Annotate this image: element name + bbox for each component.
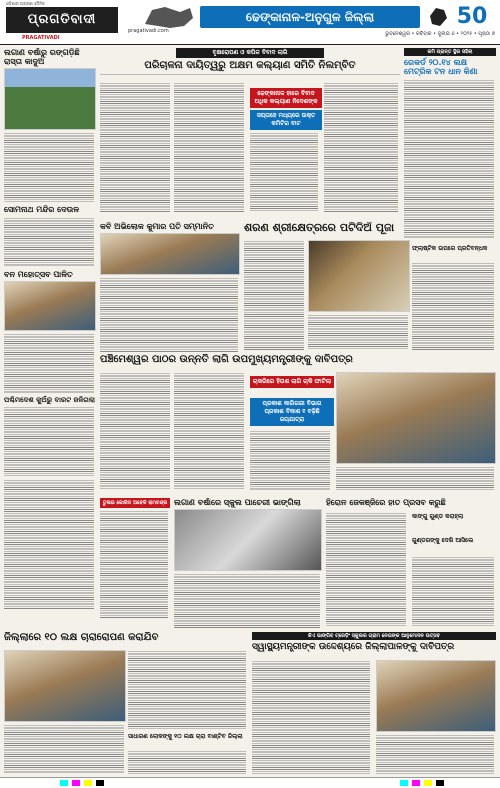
story8-headline[interactable]: ଫ୍ଲାଷ୍ଟିକ ଉପରେ ପ୍ରତିବନ୍ଧକ xyxy=(412,245,488,252)
yellow-swatch-right xyxy=(424,780,432,786)
memorandum-photo xyxy=(336,372,496,464)
magenta-swatch xyxy=(72,780,80,786)
story4-headline[interactable]: କବି ଅଭିଲୋକ କୁମାର ପତି ସମ୍ମାନିତ xyxy=(100,222,214,231)
kabi-story xyxy=(100,222,240,352)
health-memorandum-photo xyxy=(376,660,496,732)
cyan-swatch xyxy=(60,780,68,786)
top-center-story xyxy=(100,48,400,218)
story11-side-body xyxy=(100,510,168,618)
story13-headline[interactable]: କାଙ୍ଗୁ ଗୁଣ୍ଡ କରାହ୍ଲା xyxy=(412,513,464,520)
story16-body2 xyxy=(376,734,494,774)
story2-body-col2 xyxy=(174,82,244,212)
story6-body xyxy=(4,217,94,267)
collapsed-wall-photo xyxy=(174,509,322,571)
story14-body xyxy=(412,556,494,626)
dateline: ଭୁବନେଶ୍ୱର • ରବିବାର • ଜୁଲାଇ ୬ • ୨୦୨୫ • ପୃଷ୍ଠା ୭ xyxy=(385,31,495,37)
award-photo xyxy=(100,233,240,275)
story15-headline[interactable]: ଜିଲ୍ଲାରେ ୧୦ ଲକ୍ଷ ଚାରାରୋପଣ କରାଯିବ xyxy=(4,632,159,643)
story2-body-col4 xyxy=(324,82,398,212)
story15-body-col1 xyxy=(4,724,124,774)
black-swatch xyxy=(96,780,104,786)
story1-body xyxy=(4,132,94,202)
story8-body xyxy=(412,262,494,350)
story5-body2 xyxy=(308,314,408,350)
story9-headline[interactable]: ପଞ୍ଚିମେଶ୍ୱର ପାଠର ଉନ୍ନତି ଲାଗି ଉପମୁଖ୍ୟମନ୍ତ୍ରୀଙ୍କୁ ଦାବିପତ୍ର xyxy=(100,354,353,365)
story5-headline[interactable]: ଶରଣ ଶ୍ରୀକ୍ଷେତ୍ରରେ ପଟିଦିଅଁ ପୂଜା xyxy=(244,222,395,234)
district-banner: ଢେଙ୍କାନାଳ-ଅନୁଗୁଳ ଜିଲ୍ଲା xyxy=(200,6,420,28)
right-column-top xyxy=(404,48,496,248)
story16-body xyxy=(252,660,370,774)
story2-kicker: ବୃକ୍ଷରୋପଣ ଓ କପିଳ ବିବାଦ ଲାଗି xyxy=(176,48,324,58)
story15-body-col2 xyxy=(128,650,246,730)
story14-headline[interactable]: ଗୁଣ୍ଡରଙ୍କୁ ଦେଖି ଆସିଲେ xyxy=(412,537,474,544)
masthead-rule xyxy=(0,44,500,45)
masthead xyxy=(0,0,500,44)
story17-body xyxy=(128,750,246,774)
story9-body-col2 xyxy=(174,372,244,490)
story9-box1: ଚାକରିରେ ହିତାଶ ଲାଗି ଚାକି ଫାଟିଲା xyxy=(250,376,334,388)
newspaper-logo[interactable]: ପ୍ରଗତିବାଦୀ xyxy=(6,7,118,33)
story11-body xyxy=(174,573,320,628)
school-kicker-col xyxy=(100,498,170,628)
road-photo xyxy=(4,68,96,130)
anniversary-number: 50 xyxy=(456,4,488,29)
story7-body xyxy=(4,333,94,393)
deity-photo xyxy=(308,240,410,312)
sapling-story xyxy=(4,632,248,776)
story6-headline[interactable]: ସୋମନାଥ ମନ୍ଦିର ଦେଉଳ xyxy=(4,205,80,215)
website-url[interactable]: pragativadi.com xyxy=(128,28,169,34)
yellow-swatch xyxy=(84,780,92,786)
story1-headline[interactable]: ଲଗାଣ ବର୍ଷାରୁ ରଙ୍ଗଡ଼ିଛି ରାସ୍ତା କାଦୁଅ xyxy=(4,48,80,67)
story7-headline[interactable]: ବନ ମହୋତ୍ସବ ପାଳିତ xyxy=(4,269,73,279)
health-minister-story xyxy=(252,632,496,776)
story11-kicker: ତୁଳାଇ କୋରିଡ ଅବେଳି ରାମଚନ୍ଦ୍ର xyxy=(100,498,170,508)
story3-body xyxy=(404,79,494,239)
story2-body-col1 xyxy=(100,82,170,212)
story5-body xyxy=(244,240,304,350)
story2-box1: ଢେଙ୍କାନାଳ ହାରେ ବିବାଦ ଅଧିକ କଲ୍ୟାଣ ନିଦେଶଙ୍କ xyxy=(250,88,322,108)
odisha-map-icon xyxy=(140,4,195,30)
panchimeshwar-story xyxy=(100,354,496,494)
story12-body xyxy=(326,512,406,626)
story3-headline[interactable]: ରେକର୍ଡ ୨୦.୧୪ ଲକ୍ଷ ମେଟ୍ରିକ ଟନ ଧାନ କିଣା xyxy=(404,58,478,77)
story4-body xyxy=(100,277,238,352)
story2-box2: ସପ୍ତାହେ ମଧ୍ୟରେ ଉକ୍ତ କମିଟିର ବାଟ xyxy=(250,110,322,130)
plantation-photo xyxy=(4,281,96,331)
left-extra-body xyxy=(4,479,94,609)
story9-body-col1 xyxy=(100,372,170,490)
story11-headline[interactable]: ଲଗାଣ ବର୍ଷାରେ ସ୍କୁଲ ପାଚେରୀ ଭାଙ୍ଗିଲା xyxy=(174,498,301,507)
school-wall-story xyxy=(174,498,322,628)
story9-body-col3 xyxy=(250,430,330,490)
cyan-swatch-right xyxy=(400,780,408,786)
masthead-tagline: ଓଡ଼ିଶାର ଅଗ୍ରଣୀ ଦୈନିକ xyxy=(6,1,45,6)
story2-body-col3 xyxy=(250,132,318,212)
sharan-story xyxy=(244,222,496,352)
story17-headline[interactable]: ସାଧାରଣ ଲୋକଙ୍କୁ ୧୦ ଲକ୍ଷ ଚାରା ବାଣ୍ଟିବ ଜିଲ୍ଲା xyxy=(128,733,243,740)
story9-caption xyxy=(336,466,494,490)
district-map-icon xyxy=(428,6,448,28)
story3-kicker: କମି ପ୍ରାନ୍ତ ସ୍ଥିର ସହିଲା xyxy=(404,48,496,56)
story10-headline[interactable]: ପଶ୍ଚିମଦେଶ କୁଅଁରୁ ବାରଟ ଜଳିଗଲା xyxy=(4,395,95,404)
story12-headline[interactable]: ହିରୋନ ଜେକଞ୍ଜିରେ ହାତ ପ୍ରସବ କରୁଛି xyxy=(326,498,446,507)
story16-kicker: କିଏ ଭାଙ୍ଗିବ ଟ୍ରେଡ଼ିଂ ସ୍କୁଲର ଗ୍ରାମ ନେତାଙ୍କ ଆନୁମୋଦନ ଉତ୍ସବ xyxy=(252,632,496,640)
color-registration-strip xyxy=(0,777,500,788)
story9-box2: ପ୍ରକାଶ କାରିଗରୀ ବିଭାଗ ପ୍ରକାଶ ବିକାଶ ୧ ବଢ଼ିଛି ଜୟଯାତ୍ରା xyxy=(250,398,334,426)
magenta-swatch-right xyxy=(412,780,420,786)
logo-english: PRAGATIVADI xyxy=(22,35,60,41)
story2-headline[interactable]: ପରିଚାଳନା ଦାୟିତ୍ୱରୁ ଅକ୍ଷମ କଲ୍ୟାଣ ସମିତି ନିଲମ୍ବିତ xyxy=(100,60,400,75)
sapling-photo xyxy=(4,650,126,722)
story16-headline[interactable]: ସ୍ୱାସ୍ଥ୍ୟମନ୍ତ୍ରୀଙ୍କ ଉଦ୍ଦେଶ୍ୟରେ ଜିଲ୍ଲାପାଳଙ୍କୁ ଦାବିପତ୍ର xyxy=(252,642,455,652)
black-swatch-right xyxy=(436,780,444,786)
elephant-story xyxy=(326,498,496,628)
story10-body xyxy=(4,406,94,476)
